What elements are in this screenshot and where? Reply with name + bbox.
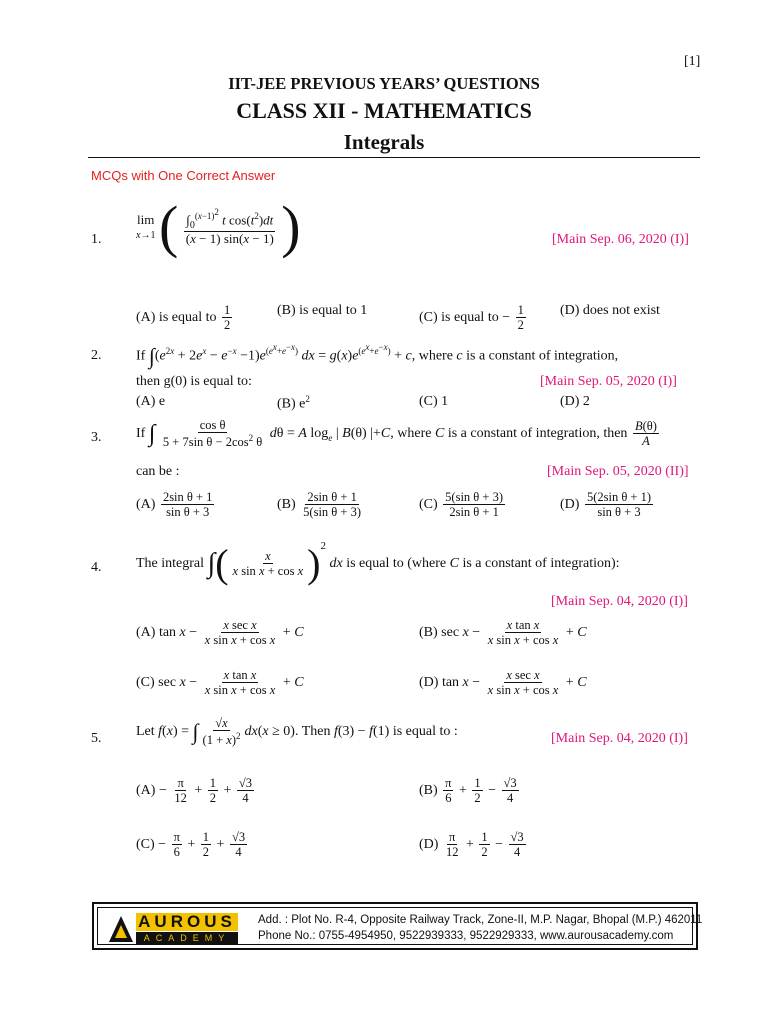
question-5-number: 5.: [91, 731, 102, 746]
footer-box: [92, 902, 703, 950]
question-3-line2: can be :: [136, 464, 180, 479]
question-2-formula: If $\int(e^{2x} + 2e^x - e^{-x} -1)e^{(e^x+e^{-x})}$ dx = $g(x)e^{(e^x+e^{-x})} + c$, where c is a constant of integration,: [136, 342, 619, 369]
question-4-tag: [Main Sep. 04, 2020 (I)]: [551, 594, 688, 609]
header-topic: Integrals: [343, 130, 425, 154]
question-4-option-b: (B) sec x − $\frac{\text{x tan x}}{\text{x sin x + cos x}}$ + C: [419, 618, 587, 648]
question-3-formula: If ∫ $\frac{\text{cos θ}}{5 + 7\sin \theta - 2\cos^2 \theta}$ dθ = A $\log_e$ | B(θ) |+C, where C is a constant of integration, then $\frac{B(\theta)}{A}$: [136, 418, 657, 450]
question-3-tag: [Main Sep. 05, 2020 (II)]: [547, 464, 689, 479]
footer-address: Add. : Plot No. R-4, Opposite Railway Track, Zone-II, M.P. Nagar, Bhopal (M.P.) 462011: [258, 914, 703, 926]
question-3-option-c: (C) $\frac{\text{5(sin θ + 3)}}{\text{2sin θ + 1}}$: [419, 490, 503, 520]
question-5-formula: Let f(x) = ∫ $\frac{√x}{(1 + x)^2}$ dx(x ≥ 0). Then f(3) − f(1) is equal to :: [136, 716, 458, 748]
question-1-number: 1.: [91, 232, 102, 247]
question-1-option-c: (C) is equal to − $\frac{1}{2}$: [419, 303, 524, 333]
option-a-label: (A) is equal to: [136, 310, 217, 326]
question-2-option-b: (B) $e^2$: [277, 394, 310, 412]
question-2-line2: then g(0) is equal to:: [136, 374, 252, 389]
logo-text-bottom: ACADEMY: [136, 932, 238, 944]
question-1-formula: lim x→1 ( $\frac{\int_0^{(x-1)^2} t \cos(t^2)dt}{(x - 1) \sin(x - 1)}$ ): [136, 194, 301, 259]
question-5-tag: [Main Sep. 04, 2020 (I)]: [551, 731, 688, 746]
logo-text-top: AUROUS: [136, 913, 238, 931]
section-title: MCQs with One Correct Answer: [91, 168, 276, 183]
logo-triangle-icon: [108, 914, 134, 944]
question-4-option-d: (D) tan x − $\frac{\text{x sec x}}{\text{x sin x + cos x}}$ + C: [419, 668, 587, 698]
question-5-option-a: (A) − $\frac{\pi}{12}$ + $\frac{1}{2}$ + $\frac{√3}{4}$: [136, 776, 253, 806]
academy-logo: [108, 913, 238, 945]
question-4-formula: The integral ∫( $\frac{x}{\text{x sin x + cos x}}$ )$^2$ dx is equal to (where C is a constant of integration):: [136, 540, 620, 586]
question-3-number: 3.: [91, 430, 102, 445]
question-3-option-b: (B) $\frac{\text{2sin θ + 1}}{\text{5(sin θ + 3)}}$: [277, 490, 361, 520]
question-1-option-b: (B) is equal to 1: [277, 303, 368, 318]
question-2-option-d: (D) 2: [560, 394, 590, 409]
footer-phone: Phone No.: 0755-4954950, 9522939333, 9522929333, www.aurousacademy.com: [258, 930, 674, 942]
question-2-option-a: (A) e: [136, 394, 166, 409]
question-4-number: 4.: [91, 560, 102, 575]
header-rule: [88, 157, 700, 158]
question-1-tag: [Main Sep. 06, 2020 (I)]: [552, 232, 689, 247]
question-5-option-d: (D) $\frac{\pi}{12}$ + $\frac{1}{2}$ − $\frac{√3}{4}$: [419, 830, 524, 860]
question-5-option-c: (C) − $\frac{\pi}{6}$ + $\frac{1}{2}$ + $\frac{√3}{4}$: [136, 830, 246, 860]
question-5-option-b: (B) $\frac{\pi}{6}$ + $\frac{1}{2}$ − $\frac{√3}{4}$: [419, 776, 517, 806]
question-2-option-c: (C) 1: [419, 394, 449, 409]
option-c-label: (C) is equal to −: [419, 310, 511, 326]
question-2-number: 2.: [91, 348, 102, 363]
header-subject: CLASS XII - MATHEMATICS: [236, 98, 532, 123]
footer-inner-border: [97, 907, 703, 945]
question-1-option-d: (D) does not exist: [560, 303, 660, 318]
page-number: [1]: [684, 54, 701, 69]
question-1-option-a: (A) is equal to $\frac{1}{2}$: [136, 303, 231, 333]
question-3-option-a: (A) $\frac{\text{2sin θ + 1}}{\text{sin θ + 3}}$: [136, 490, 213, 520]
question-3-option-d: (D) $\frac{\text{5(2sin θ + 1)}}{\text{sin θ + 3}}$: [560, 490, 652, 520]
question-4-option-a: (A) tan x − $\frac{\text{x sec x}}{\text{x sin x + cos x}}$ + C: [136, 618, 304, 648]
question-2-tag: [Main Sep. 05, 2020 (I)]: [540, 374, 677, 389]
question-4-option-c: (C) sec x − $\frac{\text{x tan x}}{\text{x sin x + cos x}}$ + C: [136, 668, 304, 698]
header-title: IIT-JEE PREVIOUS YEARS’ QUESTIONS: [228, 74, 540, 93]
